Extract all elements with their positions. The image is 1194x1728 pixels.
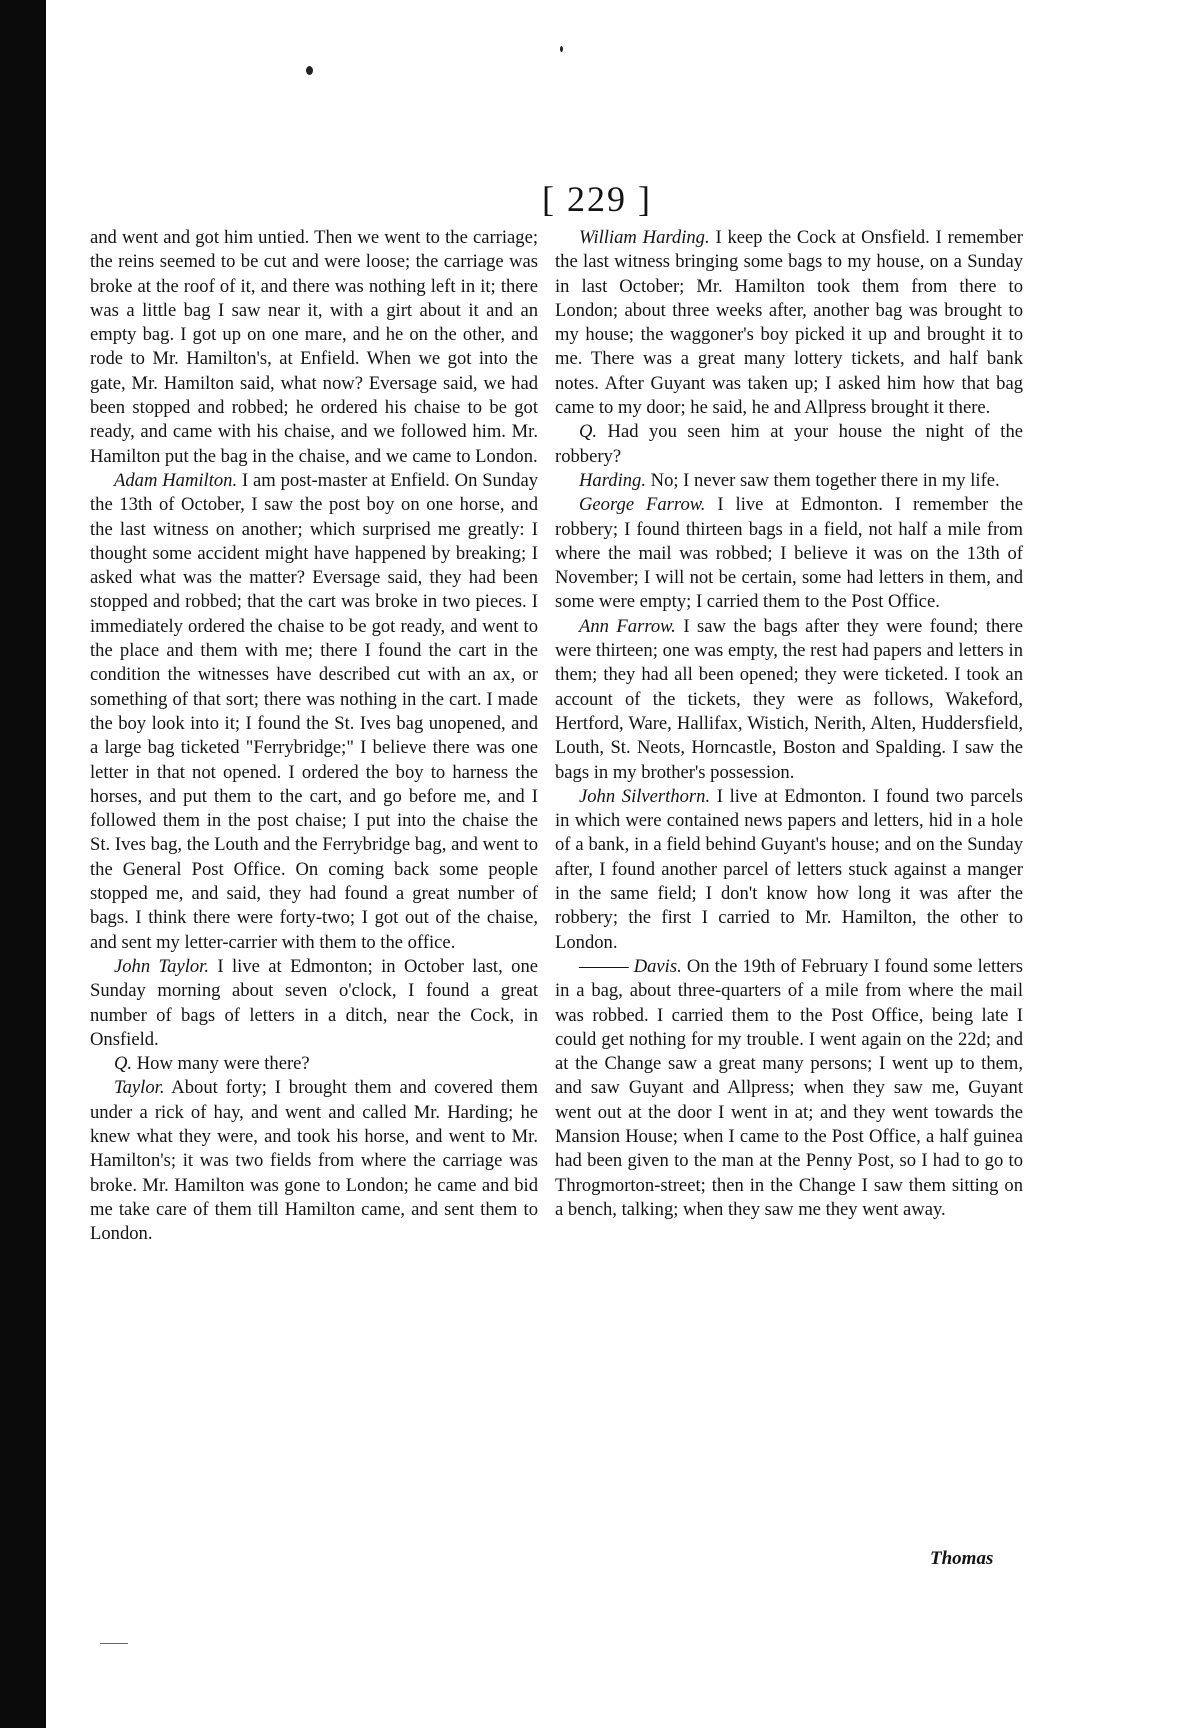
paragraph-text: How many were there? bbox=[136, 1053, 310, 1075]
speaker-name: ——— Davis. bbox=[579, 955, 682, 977]
left-column bbox=[90, 226, 538, 1246]
testimony-paragraph bbox=[555, 420, 1023, 469]
speaker-name: Ann Farrow. bbox=[579, 615, 676, 637]
speaker-name: Q. bbox=[579, 421, 598, 443]
testimony-paragraph bbox=[90, 469, 538, 955]
ink-speck bbox=[306, 66, 313, 75]
right-column bbox=[555, 226, 1023, 1222]
speaker-name: Adam Hamilton. bbox=[114, 469, 238, 491]
page-number: [ 229 ] bbox=[542, 179, 652, 219]
speaker-name: Taylor. bbox=[114, 1077, 165, 1099]
paragraph-text: I am post-master at Enfield. On Sunday the 13th of October, I saw the post boy on one horse, and the last witness on another; which surprised me greatly: I thought some accident might have happened by breaking; I asked what was the matter? Eversage said, they had been stopped and robbed; that the cart was broke in two pieces. I immediately ordered the chaise to be got ready, and went to the place and them with me; there I found the cart in the condition the witnesses have described cut with an ax, or something of that sort; there was nothing in the cart. I made the boy look into it; I found the St. Ives bag unopened, and a large bag ticketed "Ferrybridge;" I believe there was one letter in that not opened. I ordered the boy to harness the horses, and put them to the cart, and go before me, and I followed them in the post chaise; I put into the chaise the St. Ives bag, the Louth and the Ferrybridge bag, and went to the General Post Office. On coming back some people stopped me, and said, they had found a great number of bags. I think there were forty-two; I got out of the chaise, and sent my letter-carrier with them to the office. bbox=[90, 469, 538, 953]
paragraph-text: I saw the bags after they were found; there were thirteen; one was empty, the rest had papers and letters in them; they had all been opened; they were ticketed. I took an account of the tickets, they were as follows, Wakeford, Hertford, Ware, Hallifax, Wistich, Nerith, Alten, Huddersfield, Louth, St. Neots, Horncastle, Boston and Spalding. I saw the bags in my brother's possession. bbox=[555, 615, 1023, 783]
testimony-paragraph bbox=[555, 615, 1023, 785]
speaker-name: Harding. bbox=[579, 469, 646, 491]
page-spine-shadow bbox=[0, 0, 46, 1728]
paragraph-text: Had you seen him at your house the night of the robbery? bbox=[555, 421, 1023, 467]
speaker-name: John Taylor. bbox=[114, 955, 210, 977]
testimony-paragraph bbox=[90, 1076, 538, 1246]
testimony-paragraph bbox=[555, 493, 1023, 614]
testimony-paragraph bbox=[555, 226, 1023, 420]
testimony-paragraph bbox=[555, 785, 1023, 955]
paragraph-text: and went and got him untied. Then we went to the carriage; the reins seemed to be cut and were loose; the carriage was broke at the roof of it, and there was nothing left in it; there was a little bag I saw near it, with a girt about it and an empty bag. I got up on one mare, and he on the other, and rode to Mr. Hamilton's, at Enfield. When we got into the gate, Mr. Hamilton said, what now? Eversage said, we had been stopped and robbed; he ordered his chaise to be got ready, and came with his chaise, and we followed him. Mr. Hamilton put the bag in the chaise, and we came to London. bbox=[90, 227, 538, 467]
testimony-paragraph bbox=[90, 226, 538, 469]
paragraph-text: No; I never saw them together there in my life. bbox=[650, 469, 1000, 491]
paragraph-text: On the 19th of February I found some letters in a bag, about three-quarters of a mile from where the mail was robbed. I carried them to the Post Office, being late I could get nothing for my trouble. I went again on the 22d; and at the Change saw a great many persons; I went up to them, and saw Guyant and Allpress; when they saw me, Guyant went out at the door I went in at; and they went towards the Mansion House; when I came to the Post Office, a half guinea had been given to the man at the Penny Post, so I had to go to Throgmorton-street; then in the Change I saw them sitting on a bench, talking; when they saw me they went away. bbox=[555, 955, 1024, 1220]
testimony-paragraph bbox=[555, 955, 1023, 1222]
catchword: Thomas bbox=[930, 1548, 994, 1569]
bottom-rule bbox=[100, 1643, 128, 1644]
speaker-name: William Harding. bbox=[579, 227, 710, 248]
paragraph-text: I live at Edmonton. I found two parcels in which were contained news papers and letters, hid in a hole of a bank, in a field behind Guyant's house; and on the Sunday after, I found another parcel of letters stuck against a manger in the same field; I don't know how long it was after the robbery; the first I carried to Mr. Hamilton, the other to London. bbox=[555, 785, 1024, 953]
speaker-name: George Farrow. bbox=[579, 494, 706, 516]
testimony-paragraph bbox=[90, 1052, 538, 1076]
speaker-name: Q. bbox=[114, 1053, 133, 1075]
paragraph-text: I live at Edmonton; in October last, one Sunday morning about seven o'clock, I found a great number of bags of letters in a ditch, near the Cock, in Onsfield. bbox=[90, 955, 538, 1050]
paragraph-text: I keep the Cock at Onsfield. I remember the last witness bringing some bags to my house, on a Sunday in last October; Mr. Hamilton took them from there to London; about three weeks after, another bag was brought to my house; the waggoner's boy picked it up and brought it to me. There was a great many lottery tickets, and half bank notes. After Guyant was taken up; I asked him how that bag came to my door; he said, he and Allpress brought it there. bbox=[555, 227, 1023, 419]
speaker-name: John Silverthorn. bbox=[579, 785, 711, 807]
ink-speck bbox=[560, 46, 563, 52]
paragraph-text: About forty; I brought them and covered them under a rick of hay, and went and called Mr. Harding; he knew what they were, and took his horse, and went to Mr. Hamilton's; it was two fields from where the carriage was broke. Mr. Hamilton was gone to London; he came and bid me take care of them till Hamilton came, and sent them to London. bbox=[90, 1077, 538, 1245]
testimony-paragraph bbox=[555, 469, 1023, 493]
paragraph-text: I live at Edmonton. I remember the robbery; I found thirteen bags in a field, not half a mile from where the mail was robbed; I believe it was on the 13th of November; I will not be certain, some had letters in them, and some were empty; I carried them to the Post Office. bbox=[555, 494, 1023, 613]
testimony-paragraph bbox=[90, 955, 538, 1052]
